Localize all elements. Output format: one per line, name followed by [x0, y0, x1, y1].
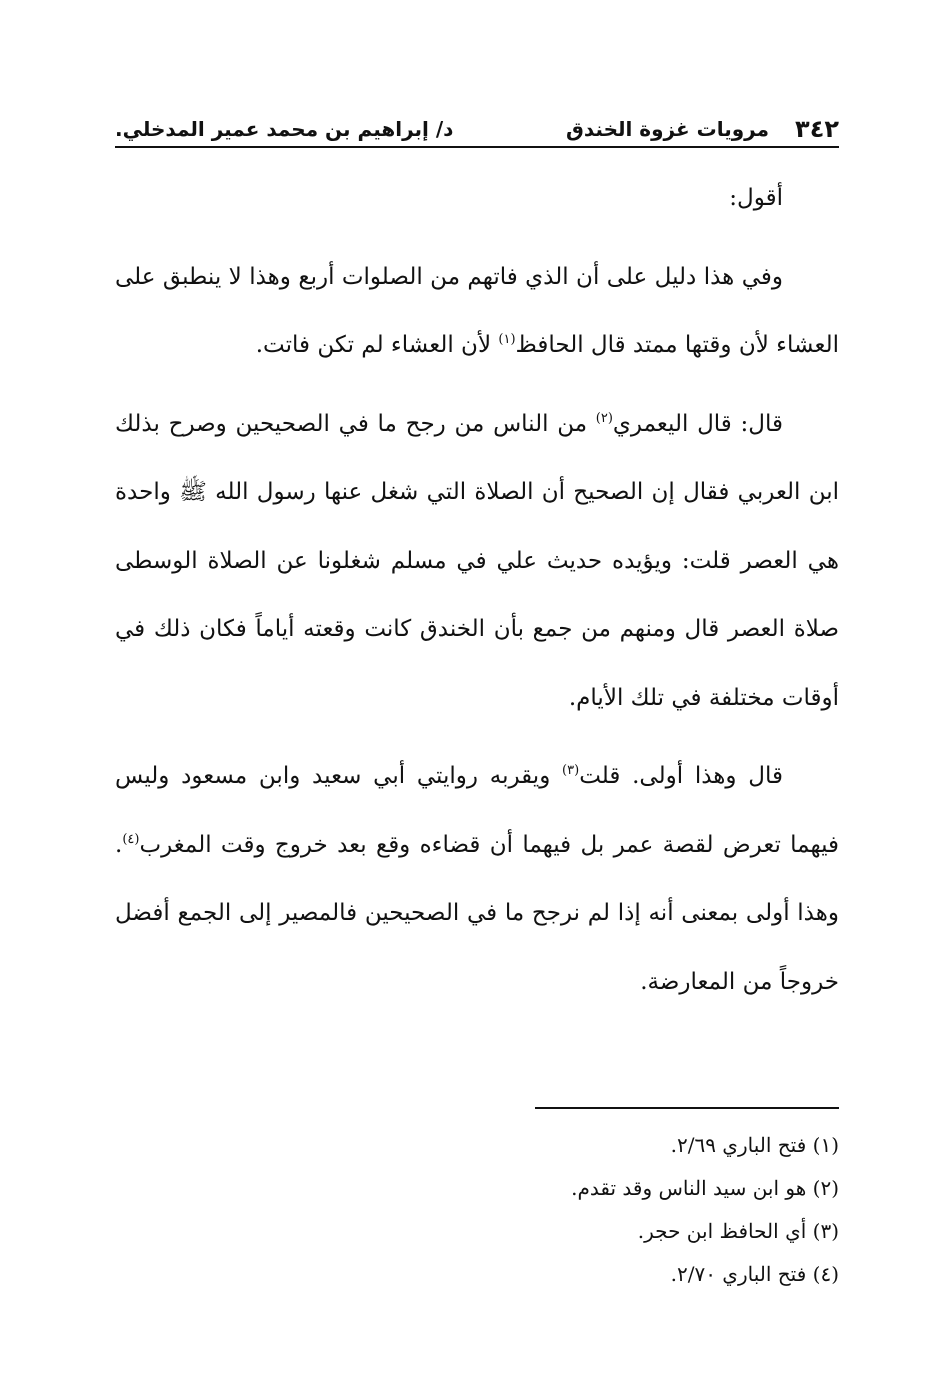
running-header: [115, 112, 839, 146]
footnote-ref-4[interactable]: (٤): [122, 831, 140, 847]
paragraph-4: قال وهذا أولى. قلت$^{(٣)}$ ويقربه روايتي أبي سعيد وابن مسعود وليس فيهما تعرض لقصة عمر بل فيهما أن قضاءه وقع بعد خروج وقت المغرب$^{(٤)}$. وهذا أولى بمعنى أنه إذا لم نرجح ما في الصحيحين فالمصير إلى الجمع أفضل خروجاً من المعارضة.: [115, 763, 839, 995]
paragraph-2: وفي هذا دليل على أن الذي فاتهم من الصلوات أربع وهذا لا ينطبق على العشاء لأن وقتها ممتد قال الحافظ$^{(١)}$ لأن العشاء لم تكن فاتت.: [115, 263, 839, 358]
footnote-3: (٣) أي الحافظ ابن حجر.: [637, 1219, 839, 1243]
footnote-ref-1[interactable]: (١): [498, 332, 516, 347]
footnote-rule: [535, 1107, 839, 1109]
book-title: مرويات غزوة الخندق: [565, 117, 769, 141]
footnote-4: (٤) فتح الباري ٢/٧٠.: [670, 1262, 839, 1286]
author-name: د/ إبراهيم بن محمد عمير المدخلي.: [115, 117, 454, 141]
footnote-ref-2[interactable]: (٢): [595, 410, 613, 426]
footnote-2: (٢) هو ابن سيد الناس وقد تقدم.: [571, 1176, 839, 1200]
paragraph-1: أقول:: [729, 185, 783, 211]
main-text: [115, 164, 839, 1016]
footnote-ref-3[interactable]: (٣): [562, 763, 580, 778]
footnotes: [115, 1124, 839, 1296]
page-number: ٣٤٢: [795, 115, 839, 143]
footnote-1: (١) فتح الباري ٢/٦٩.: [670, 1133, 839, 1157]
paragraph-3: قال: قال اليعمري$^{(٢)}$ من الناس من رجح ما في الصحيحين وصرح بذلك ابن العربي فقال إن الصحيح أن الصلاة التي شغل عنها رسول الله ﷺ واحدة هي العصر قلت: ويؤيده حديث علي في مسلم شغلونا عن الصلاة الوسطى صلاة العصر قال ومنهم من جمع بأن الخندق كانت وقعته أياماً فكان ذلك في أوقات مختلفة في تلك الأيام.: [115, 410, 839, 711]
header-rule: [115, 146, 839, 148]
